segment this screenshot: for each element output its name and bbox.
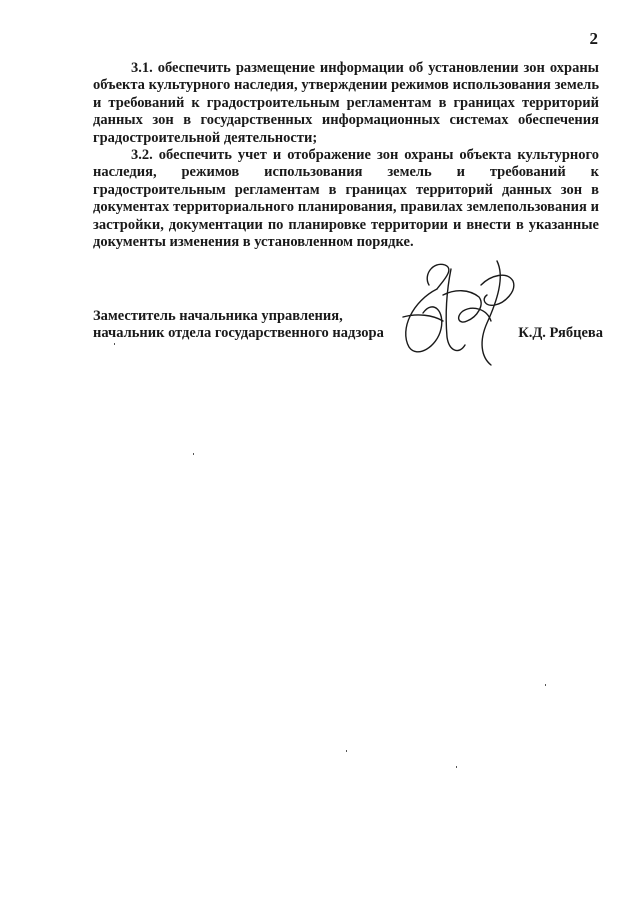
- signatory-name: К.Д. Рябцева: [518, 325, 603, 341]
- page-number: 2: [589, 29, 598, 48]
- signature-block: [93, 300, 603, 380]
- paragraph-3-1: 3.1. обеспечить размещение информации об установлении зон охраны объекта культурного наследия, утверждении режимов использования земель и требований к градостроительным регламентам в границах территорий данных зон в государственных информационных системах обеспечения градостроительной деятельности;: [93, 60, 599, 146]
- paragraph-3-2: 3.2. обеспечить учет и отображение зон охраны объекта культурного наследия, режимов использования земель и требований к градостроительным регламентам в границах территорий данных зон в документах территориального планирования, правилах землепользования и застройки, документации по планировке территории и внести в указанные документы изменения в установленном порядке.: [93, 147, 599, 251]
- signatory-position-line1: Заместитель начальника управления,: [93, 308, 343, 324]
- scan-speck: [114, 343, 115, 345]
- scan-speck: [193, 453, 194, 455]
- signatory-position: [93, 308, 384, 343]
- signatory-position-line2: начальник отдела государственного надзора: [93, 325, 384, 342]
- scan-speck: [545, 684, 546, 686]
- scan-speck: [456, 766, 457, 768]
- handwritten-signature: [393, 255, 523, 367]
- scan-speck: [346, 750, 347, 752]
- document-body: [93, 60, 599, 251]
